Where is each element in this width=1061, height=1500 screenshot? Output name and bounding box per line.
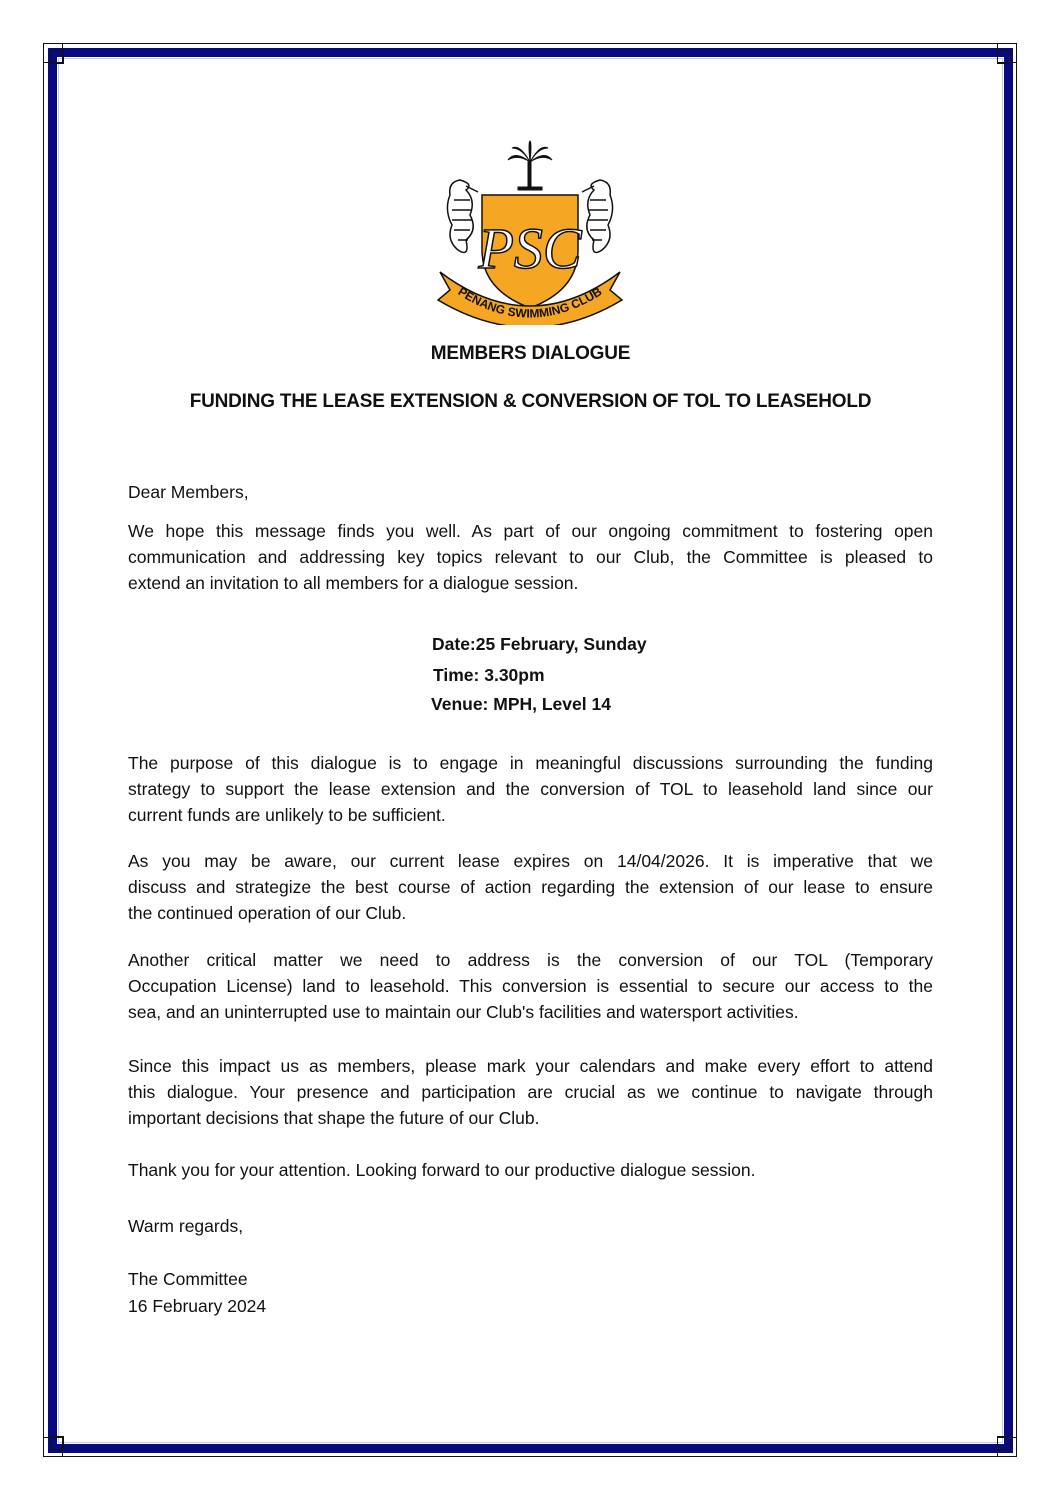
letter-date: 16 February 2024: [128, 1296, 267, 1316]
event-venue: Venue: MPH, Level 14: [431, 694, 611, 714]
palm-tree-icon: [508, 141, 552, 190]
purpose-paragraph: [128, 750, 933, 828]
lease-paragraph: [128, 848, 933, 926]
lease-line: As you may be aware, our current lease expires on 14/04/2026. It is imperative that we: [128, 851, 933, 871]
purpose-line: current funds are unlikely to be sufficient.: [128, 805, 446, 825]
attend-paragraph: [128, 1053, 933, 1131]
closing: Warm regards,: [128, 1216, 244, 1236]
lease-line: discuss and strategize the best course of action regarding the extension of our lease to ensure: [128, 877, 933, 897]
crest-ribbon-text: PENANG SWIMMING CLUB: [455, 284, 605, 321]
seahorse-right-icon: [582, 180, 613, 252]
purpose-line: strategy to support the lease extension and the conversion of TOL to leasehold land since our: [128, 779, 933, 799]
tol-line: Occupation License) land to leasehold. This conversion is essential to secure our access to the: [128, 976, 933, 996]
event-date: Date:25 February, Sunday: [432, 634, 647, 654]
corner-ornament-top-left-inner: [50, 50, 64, 64]
purpose-line: The purpose of this dialogue is to engage in meaningful discussions surrounding the funding: [128, 753, 933, 773]
tol-paragraph: [128, 947, 933, 1025]
signatory: The Committee: [128, 1269, 248, 1289]
club-crest-logo: [430, 140, 630, 325]
attend-line: Since this impact us as members, please mark your calendars and make every effort to attend: [128, 1056, 933, 1076]
intro-line: communication and addressing key topics relevant to our Club, the Committee is pleased to: [128, 547, 933, 567]
corner-ornament-bottom-left-inner: [50, 1436, 64, 1450]
seahorse-left-icon: [447, 180, 478, 252]
intro-line: We hope this message finds you well. As part of our ongoing commitment to fostering open: [128, 521, 933, 541]
corner-ornament-bottom-right-inner: [997, 1436, 1011, 1450]
document-subheading: FUNDING THE LEASE EXTENSION & CONVERSION OF TOL TO LEASEHOLD: [189, 391, 872, 412]
attend-line: this dialogue. Your presence and participation are crucial as we continue to navigate through: [128, 1082, 933, 1102]
tol-line: Another critical matter we need to address is the conversion of our TOL (Temporary: [128, 950, 933, 970]
tol-line: sea, and an uninterrupted use to maintain our Club's facilities and watersport activities.: [128, 1002, 799, 1022]
thanks-line: Thank you for your attention. Looking forward to our productive dialogue session.: [128, 1160, 756, 1180]
corner-ornament-top-right-inner: [997, 50, 1011, 64]
salutation: Dear Members,: [128, 482, 249, 502]
intro-line: extend an invitation to all members for a dialogue session.: [128, 573, 579, 593]
intro-paragraph: [128, 518, 933, 596]
lease-line: the continued operation of our Club.: [128, 903, 407, 923]
document-heading: MEMBERS DIALOGUE: [430, 343, 631, 364]
svg-text:PSC: PSC: [478, 216, 582, 281]
attend-line: important decisions that shape the future of our Club.: [128, 1108, 540, 1128]
event-time: Time: 3.30pm: [433, 665, 545, 685]
